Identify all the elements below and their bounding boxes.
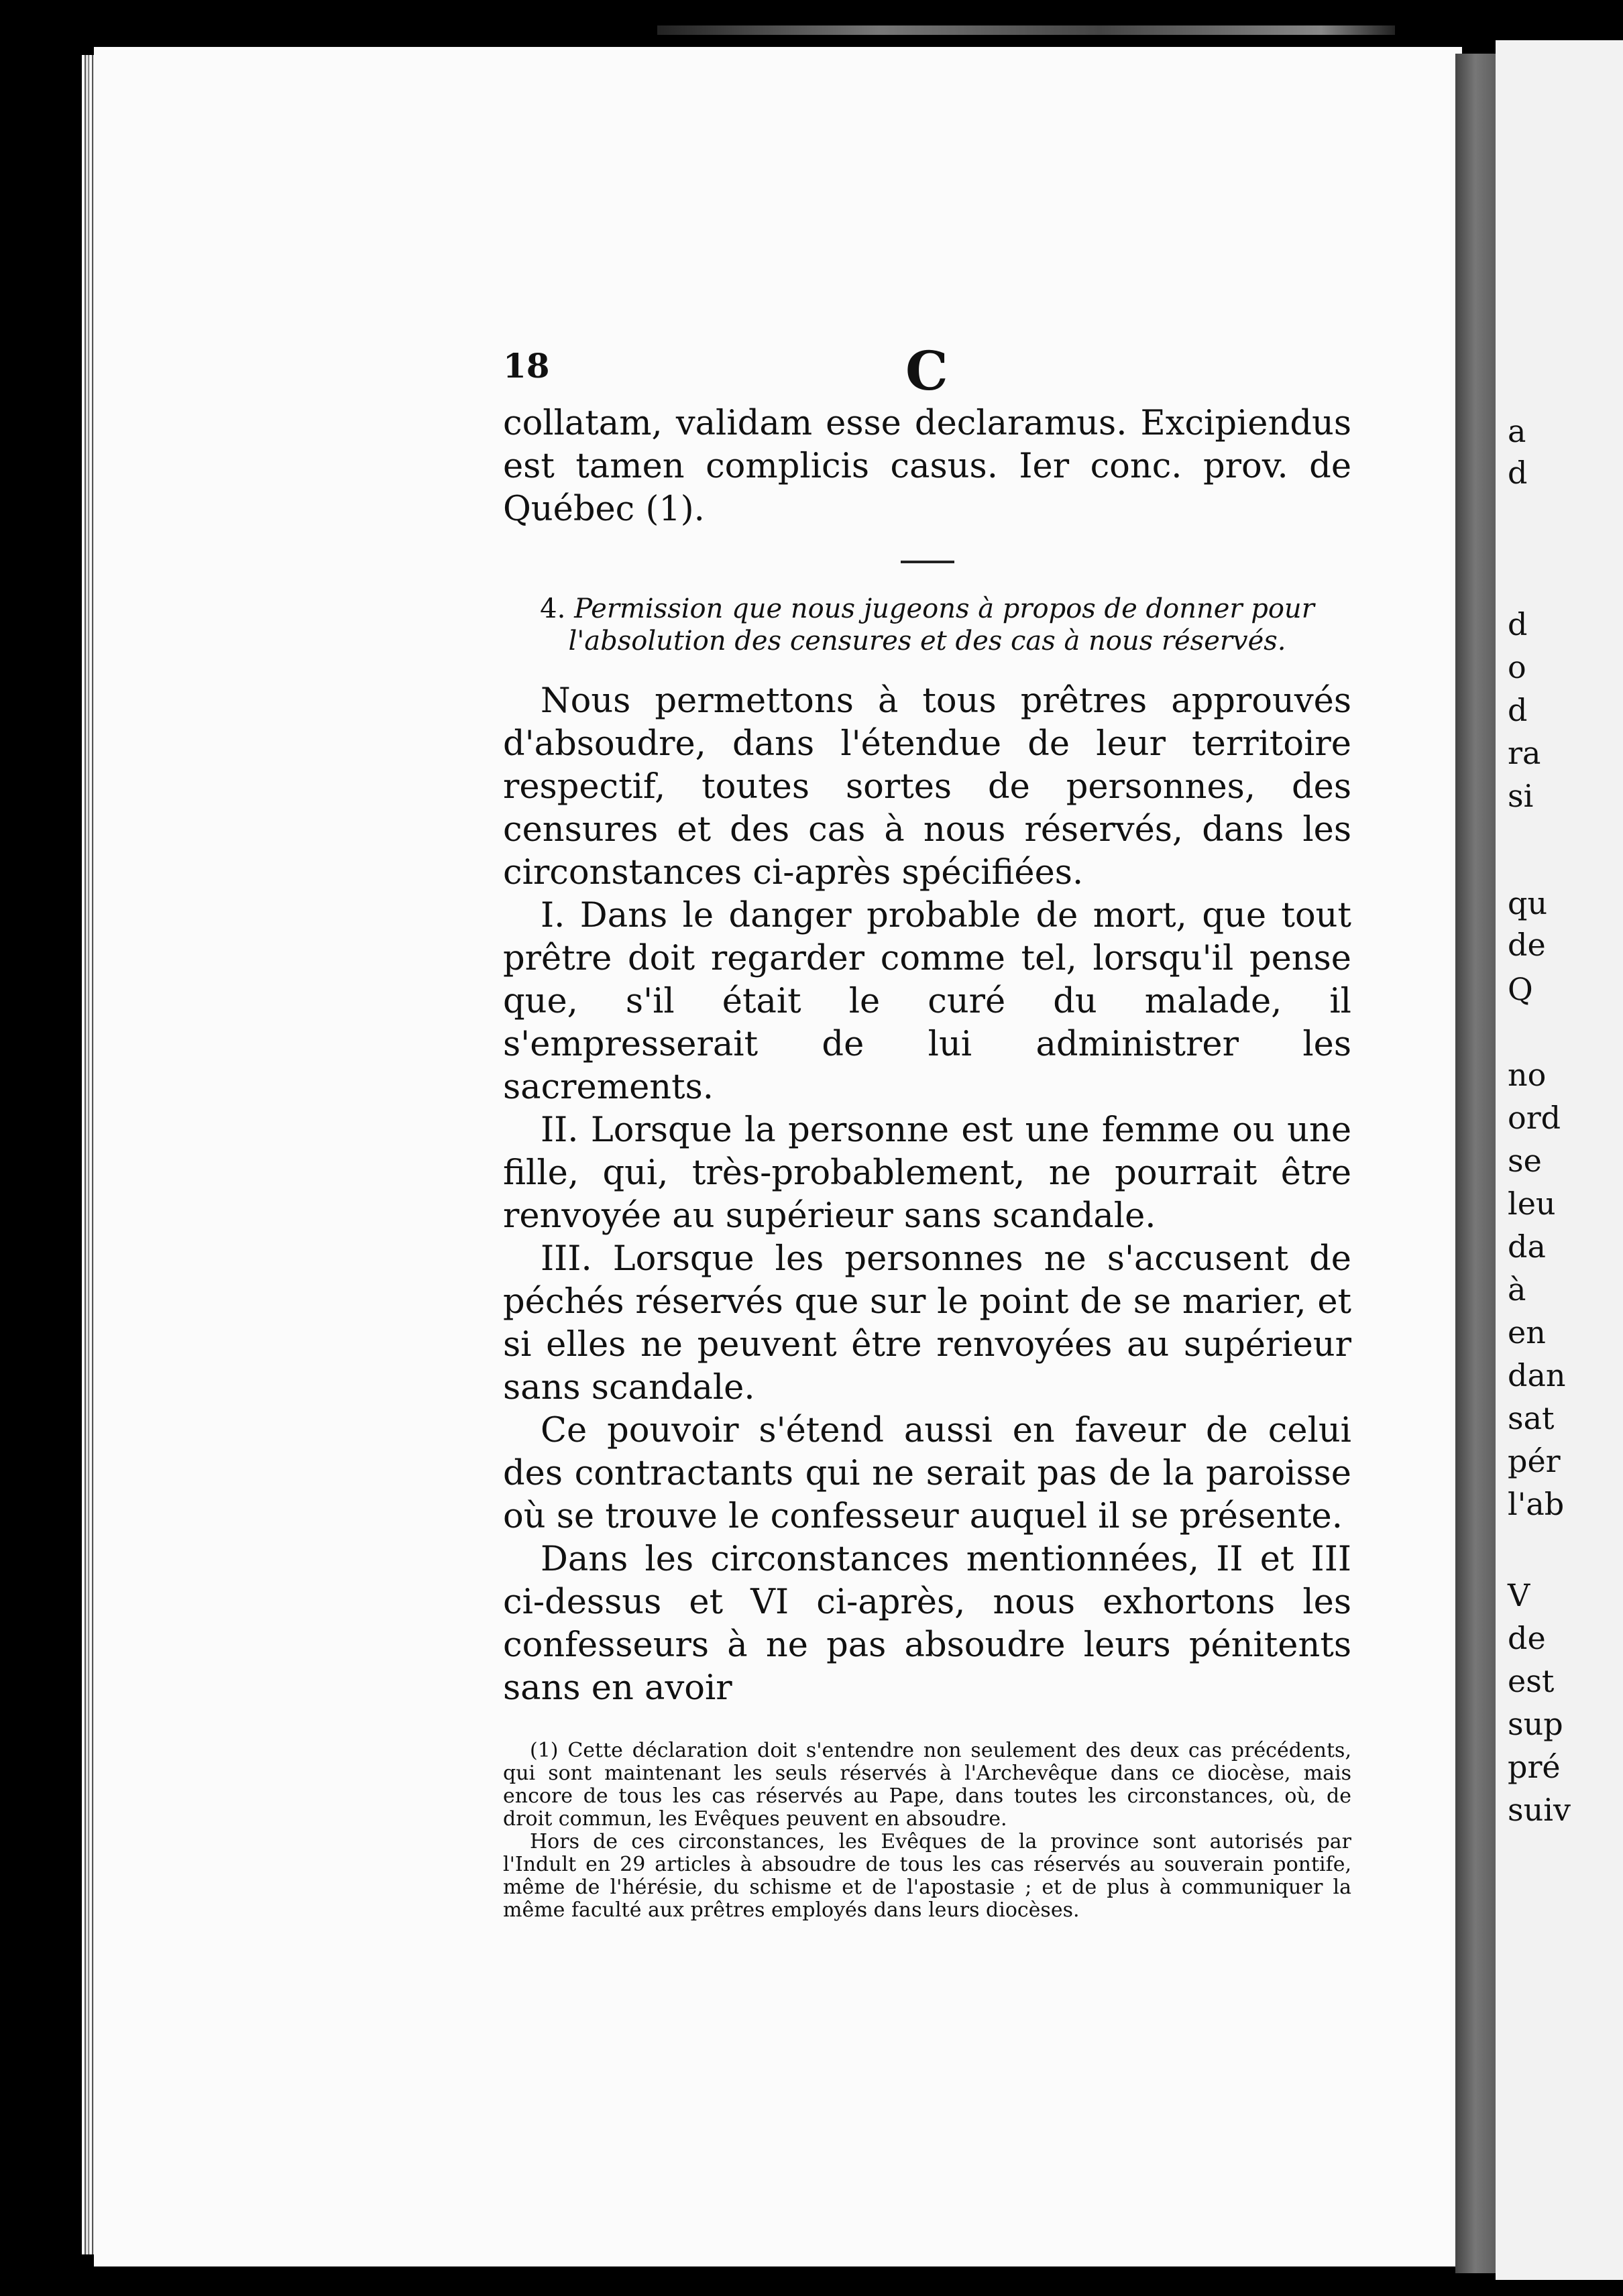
next-page-fragment: en bbox=[1508, 1314, 1546, 1351]
section-heading bbox=[503, 593, 1351, 657]
next-page-fragment: sup bbox=[1508, 1706, 1563, 1742]
next-page-fragment: d bbox=[1508, 692, 1528, 728]
page-header bbox=[503, 339, 1348, 402]
next-page-fragment: d bbox=[1508, 606, 1528, 642]
next-page-fragment: o bbox=[1508, 649, 1526, 685]
next-page-fragment: de bbox=[1508, 1620, 1546, 1656]
section-title: Permission que nous jugeons à propos de donner pour l'absolution des censures et des cas à nous réservés. bbox=[568, 593, 1314, 656]
next-page-fragment: de bbox=[1508, 927, 1546, 963]
footnote: Hors de ces circonstances, les Evêques de la province sont autorisés par l'Indult en 29 articles à absoudre de tous les cas réservés au souverain pontife, même de l'hérésie, du schisme et de l'apostasie ; et de plus à communiquer la même faculté aux prêtres employés dans leurs diocèses. bbox=[503, 1830, 1351, 1922]
next-page-fragment: suiv bbox=[1508, 1792, 1571, 1828]
intro-paragraph: collatam, validam esse declaramus. Excipiendus est tamen complicis casus. Ier conc. prov. de Québec (1). bbox=[503, 404, 1351, 529]
page-body bbox=[503, 402, 1351, 1922]
letter-heading: C bbox=[905, 339, 948, 402]
next-page-fragment: ra bbox=[1508, 735, 1541, 771]
next-page-fragment: Q bbox=[1508, 971, 1533, 1007]
next-page-fragment: d bbox=[1508, 455, 1528, 491]
next-page-fragment: ord bbox=[1508, 1100, 1561, 1136]
next-page-fragment: pré bbox=[1508, 1749, 1561, 1785]
body-paragraph: Nous permettons à tous prêtres approuvés d'absoudre, dans l'étendue de leur territoire respectif, toutes sortes de personnes, des censures et des cas à nous réservés, dans les circonstances ci-après spécifiées. bbox=[503, 681, 1351, 893]
next-page-fragment: si bbox=[1508, 778, 1534, 814]
next-page-fragment: l'ab bbox=[1508, 1486, 1565, 1522]
next-page-fragment: qu bbox=[1508, 885, 1548, 921]
body-paragraph: II. Lorsque la personne est une femme ou une fille, qui, très-probablement, ne pourrait être renvoyée au supérieur sans scandale. bbox=[503, 1110, 1351, 1236]
footnote: (1) Cette déclaration doit s'entendre non seulement des deux cas précédents, qui sont maintenant les seuls réservés à l'Archevêque dans ce diocèse, mais encore de tous les cas réservés au Pape, dans toutes les circonstances, où, de droit commun, les Evêques peuvent en absoudre. bbox=[503, 1739, 1351, 1831]
next-page-edge bbox=[1496, 40, 1623, 2280]
next-page-fragment: se bbox=[1508, 1143, 1542, 1179]
body-paragraph: Ce pouvoir s'étend aussi en faveur de celui des contractants qui ne serait pas de la paroisse où se trouve le confesseur auquel il se présente. bbox=[503, 1411, 1351, 1536]
next-page-fragment: no bbox=[1508, 1057, 1547, 1093]
page-number: 18 bbox=[503, 346, 550, 386]
section-number: 4. bbox=[540, 593, 566, 624]
footnotes bbox=[503, 1739, 1351, 1922]
body-paragraph: III. Lorsque les personnes ne s'accusent de péchés réservés que sur le point de se marier, et si elles ne peuvent être renvoyées au supérieur sans scandale. bbox=[503, 1239, 1351, 1408]
body-paragraph: Dans les circonstances mentionnées, II et III ci-dessus et VI ci-après, nous exhortons les confesseurs à ne pas absoudre leurs pénitents sans en avoir bbox=[503, 1540, 1351, 1708]
next-page-fragment: sat bbox=[1508, 1400, 1555, 1436]
section-divider bbox=[901, 561, 954, 563]
next-page-fragment: leu bbox=[1508, 1186, 1556, 1222]
body-paragraph: I. Dans le danger probable de mort, que tout prêtre doit regarder comme tel, lorsqu'il pense que, s'il était le curé du malade, il s'empresserait de lui administrer les sacrements. bbox=[503, 896, 1351, 1107]
top-binding-strip bbox=[657, 25, 1395, 35]
next-page-fragment: da bbox=[1508, 1228, 1546, 1265]
next-page-fragment: à bbox=[1508, 1271, 1526, 1308]
next-page-fragment: est bbox=[1508, 1663, 1555, 1699]
next-page-fragment: a bbox=[1508, 413, 1526, 449]
next-page-fragment: dan bbox=[1508, 1357, 1566, 1393]
next-page-fragment: pér bbox=[1508, 1443, 1561, 1479]
next-page-fragment: V bbox=[1508, 1577, 1530, 1613]
